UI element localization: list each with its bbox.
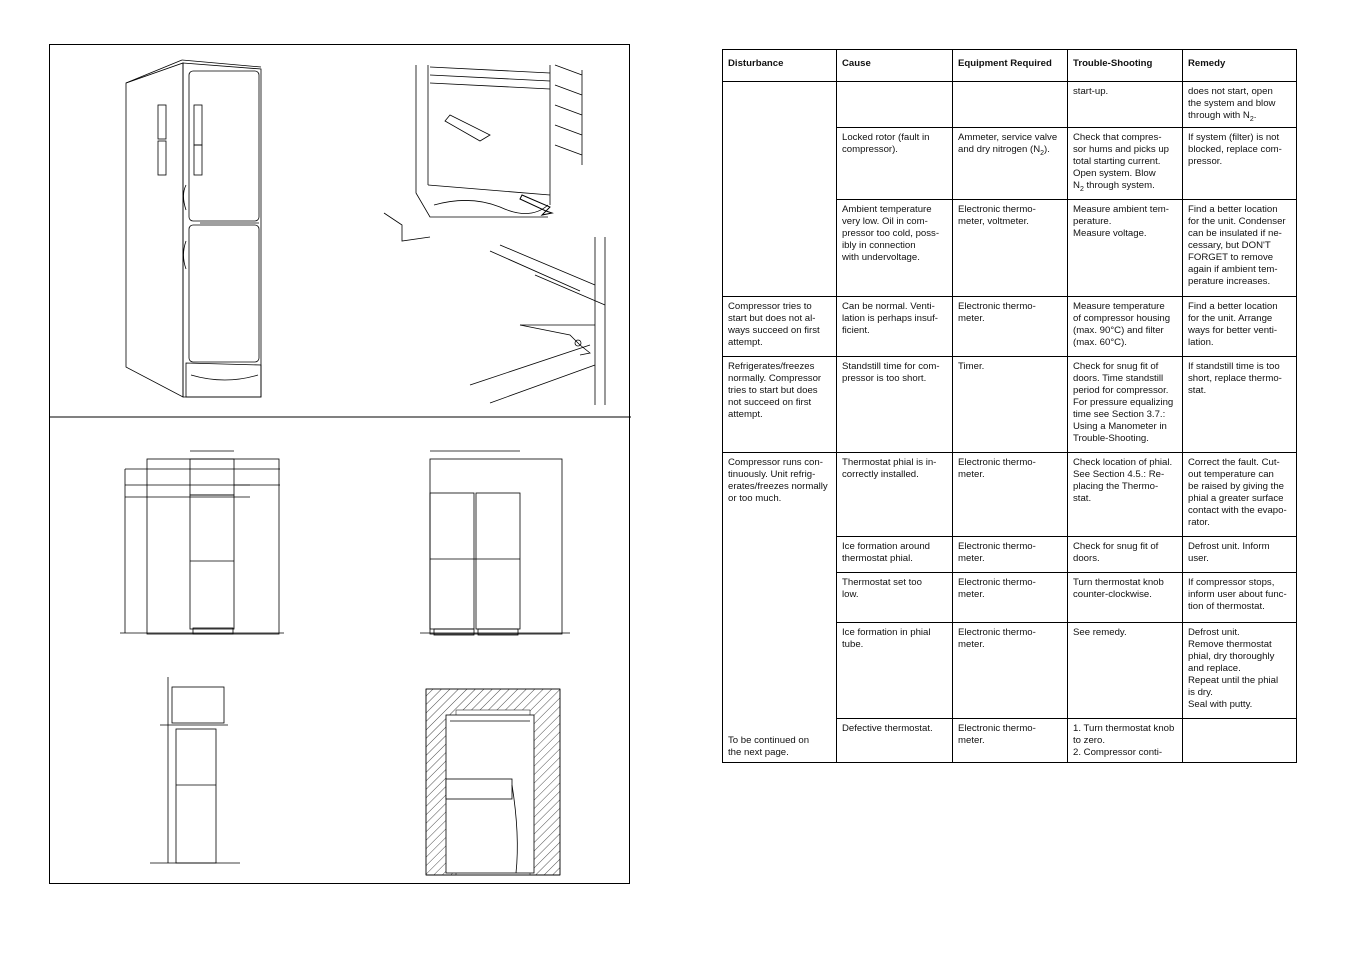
troubleshooting-cell: Measure ambient tem- perature. Measure voltage. [1068,200,1183,297]
remedy-cell: Defrost unit. Inform user. [1183,537,1297,573]
continued-note: To be continued on the next page. [728,735,810,758]
hinge-detail-drawing [470,237,605,405]
cause-cell [837,82,953,128]
equipment-cell: Electronic thermo- meter. [953,719,1068,763]
cause-cell: Thermostat set too low. [837,573,953,623]
troubleshooting-cell: Check for snug fit of doors. Time standstill period for compressor. For pressure equalizing time see Section 3.7.: Using a Manometer in Trouble-Shooting. [1068,357,1183,453]
remedy-cell: Correct the fault. Cut- out temperature can be raised by giving the phial a greater surface contact with the evapo- rator. [1183,453,1297,537]
cause-cell: Can be normal. Venti- lation is perhaps insuf- ficient. [837,297,953,357]
remedy-cell: If system (filter) is not blocked, replace com- pressor. [1183,128,1297,200]
troubleshooting-cell: Check that compres- sor hums and picks up total starting current. Open system. Blow $N_2$ through system. [1068,128,1183,200]
troubleshooting-cell: Check location of phial. See Section 4.5.: Re- placing the Thermo- stat. [1068,453,1183,537]
equipment-cell [953,82,1068,128]
cause-cell: Thermostat phial is in- correctly installed. [837,453,953,537]
cause-cell: Defective thermostat. [837,719,953,763]
equipment-cell: Electronic thermo- meter. [953,453,1068,537]
table-header-row [723,50,1297,82]
disturbance-cell: Compressor runs con- tinuously. Unit refrig- erates/freezes normally or too much. To be continued on the next page. [723,453,837,763]
cause-cell: Locked rotor (fault in compressor). [837,128,953,200]
trouble-shooting-table [722,49,1297,763]
illustration-svg [50,45,631,885]
equipment-cell: Electronic thermo- meter. [953,623,1068,719]
header-equipment-required: Equipment Required [953,50,1068,82]
remedy-cell: Find a better location for the unit. Arrange ways for better venti- lation. [1183,297,1297,357]
cause-cell: Standstill time for com- pressor is too short. [837,357,953,453]
cause-cell: Ambient temperature very low. Oil in com- pressor too cold, poss- ibly in connection with undervoltage. [837,200,953,297]
hatched-niche-drawing [426,689,560,875]
troubleshooting-cell: Measure temperature of compressor housing (max. 90°C) and filter (max. 60°C). [1068,297,1183,357]
equipment-cell: Electronic thermo- meter. [953,573,1068,623]
disturbance-cell-continued [723,82,837,297]
built-in-dimension-drawing-left [120,451,284,634]
header-remedy: Remedy [1183,50,1297,82]
disturbance-cell: Refrigerates/freezes normally. Compressor tries to start but does not succeed on first attempt. [723,357,837,453]
troubleshooting-cell: start-up. [1068,82,1183,128]
header-trouble-shooting: Trouble-Shooting [1068,50,1183,82]
disturbance-cell: Compressor tries to start but does not al- ways succeed on first attempt. [723,297,837,357]
equipment-cell: Electronic thermo- meter. [953,537,1068,573]
equipment-cell: Ammeter, service valve and dry nitrogen $(N_2)$. [953,128,1068,200]
troubleshooting-cell: Check for snug fit of doors. [1068,537,1183,573]
side-view-drawing [150,677,240,863]
remedy-cell: If standstill time is too short, replace thermo- stat. [1183,357,1297,453]
remedy-cell [1183,719,1297,763]
troubleshooting-cell: Turn thermostat knob counter-clockwise. [1068,573,1183,623]
illustration-panel [49,44,630,884]
troubleshooting-cell: See remedy. [1068,623,1183,719]
remedy-cell: If compressor stops, inform user about func- tion of thermostat. [1183,573,1297,623]
cause-cell: Ice formation around thermostat phial. [837,537,953,573]
built-in-dimension-drawing-right [420,451,570,635]
table-row [723,82,1297,128]
table-row [723,357,1297,453]
interior-detail-drawing [384,65,582,241]
table-row [723,453,1297,537]
remedy-cell: Find a better location for the unit. Condenser can be insulated if ne- cessary, but DON'T FORGET to remove again if ambient tem- perature increases. [1183,200,1297,297]
equipment-cell: Timer. [953,357,1068,453]
header-cause: Cause [837,50,953,82]
equipment-cell: Electronic thermo- meter. [953,297,1068,357]
fridge-perspective-drawing [126,60,261,397]
header-disturbance: Disturbance [723,50,837,82]
cause-cell: Ice formation in phial tube. [837,623,953,719]
remedy-cell: does not start, open the system and blow through with $N_2$. [1183,82,1297,128]
table-row [723,297,1297,357]
equipment-cell: Electronic thermo- meter, voltmeter. [953,200,1068,297]
remedy-cell: Defrost unit. Remove thermostat phial, dry thoroughly and replace. Repeat until the phial is dry. Seal with putty. [1183,623,1297,719]
troubleshooting-cell: 1. Turn thermostat knob to zero. 2. Compressor conti- [1068,719,1183,763]
